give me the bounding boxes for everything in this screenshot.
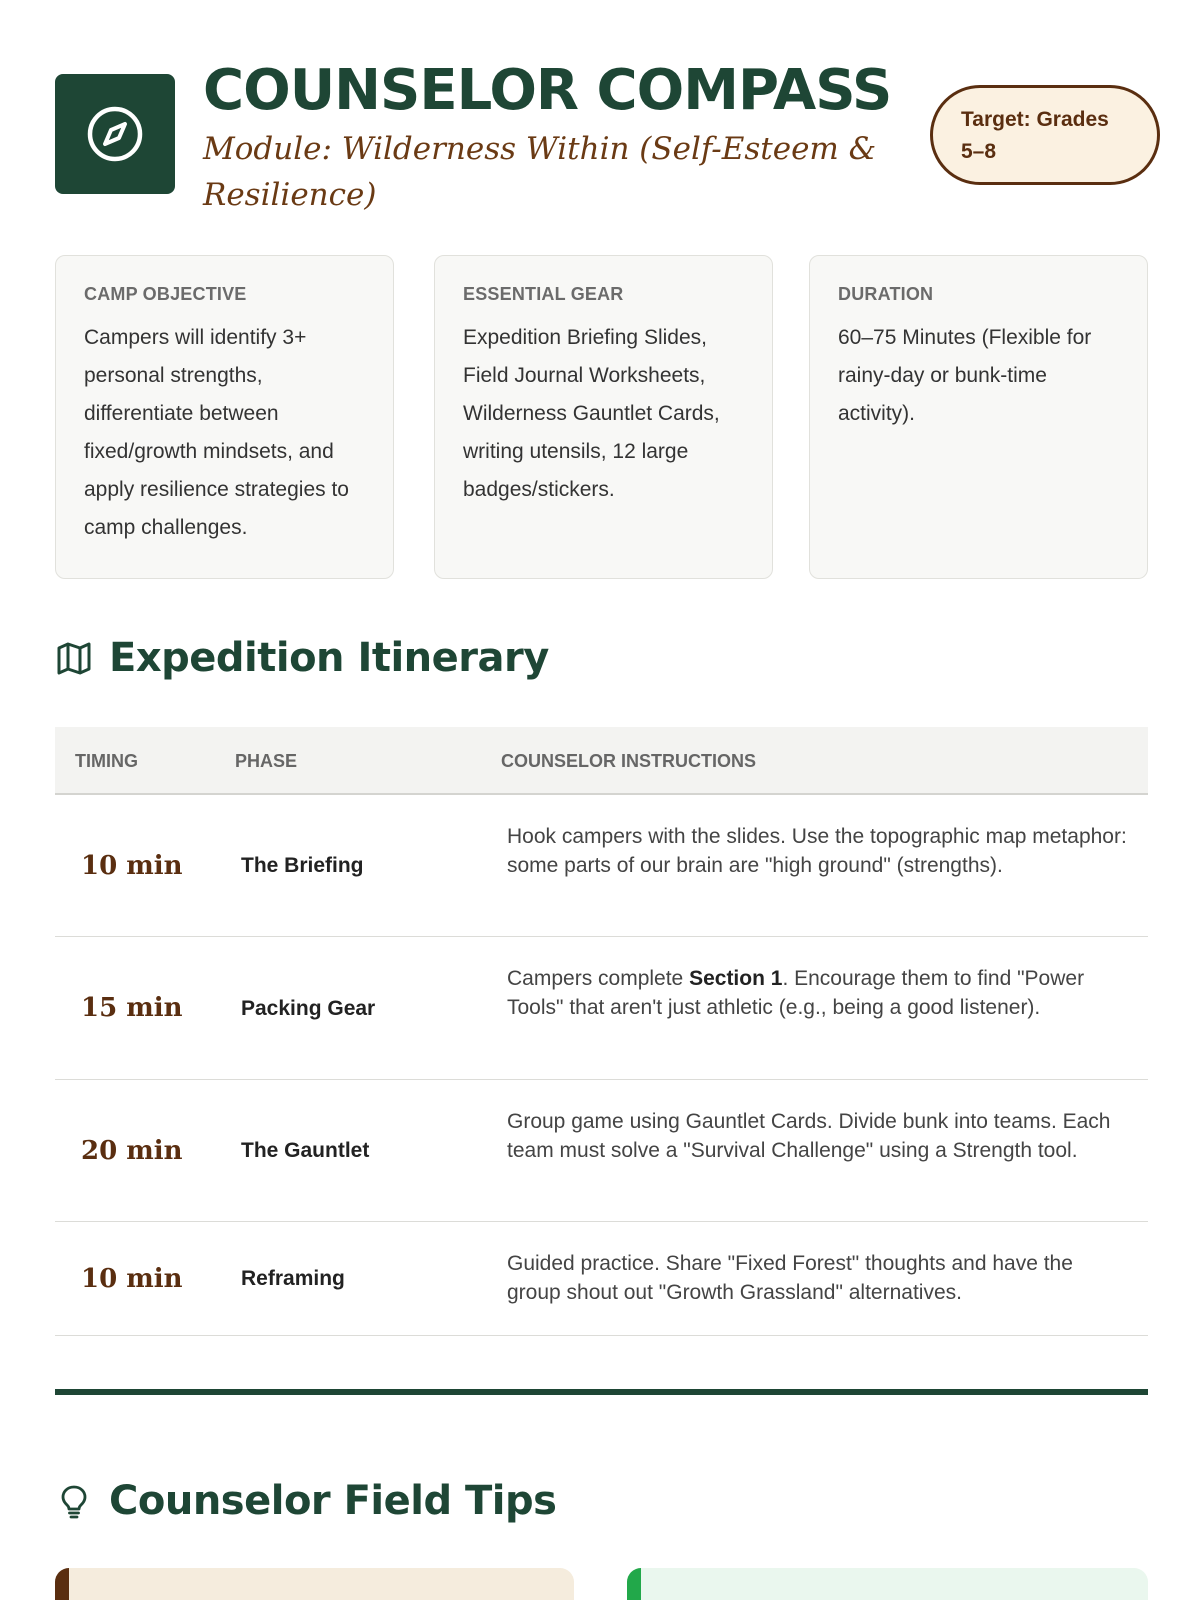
tips-heading [55, 1476, 556, 1526]
map-icon [55, 639, 93, 677]
table-header [55, 727, 1148, 795]
row-instructions [507, 964, 1127, 1022]
module-subtitle: Module: Wilderness Within (Self-Esteem & Resilience) [203, 131, 877, 213]
row-timing: 10 min [81, 851, 183, 881]
card-label: DURATION [838, 284, 934, 304]
card-text: Expedition Briefing Slides, Field Journal Worksheets, Wilderness Gauntlet Cards, writing utensils, 12 large badges/stickers. [463, 326, 720, 501]
row-phase: The Briefing [241, 854, 364, 877]
card-text: Campers will identify 3+ personal strengths, differentiate between fixed/growth mindsets, and apply resilience strategies to camp challenges. [84, 326, 349, 539]
compass-icon [85, 104, 145, 164]
itinerary-heading [55, 633, 549, 683]
row-phase: Packing Gear [241, 997, 376, 1020]
row-phase: The Gauntlet [241, 1139, 370, 1162]
column-header-phase: PHASE [235, 751, 298, 771]
instructions-emphasis: Section 1 [689, 967, 783, 990]
row-timing: 15 min [81, 993, 183, 1023]
app-logo [55, 74, 175, 194]
table-row [55, 937, 1148, 1080]
tip-card [55, 1568, 574, 1600]
tip-card [627, 1568, 1148, 1600]
instructions-text: Campers complete [507, 967, 690, 990]
row-timing: 10 min [81, 1264, 183, 1294]
itinerary-table [55, 727, 1148, 1336]
objective-card [55, 255, 394, 579]
card-label: ESSENTIAL GEAR [463, 284, 624, 304]
card-text: 60–75 Minutes (Flexible for rainy-day or bunk-time activity). [838, 326, 1092, 425]
column-header-instructions: COUNSELOR INSTRUCTIONS [501, 751, 757, 771]
info-cards [55, 255, 1148, 579]
instructions-text: . Encourage them to find "Power Tools" that aren't just athletic (e.g., being a good listener). [507, 967, 1085, 1019]
header [55, 60, 1160, 220]
gear-card [434, 255, 773, 579]
grade-badge: Target: Grades 5–8 [930, 85, 1160, 185]
row-timing: 20 min [81, 1136, 183, 1166]
duration-card [809, 255, 1148, 579]
page-title: COUNSELOR COMPASS [203, 58, 892, 123]
row-instructions: Guided practice. Share "Fixed Forest" thoughts and have the group shout out "Growth Grassland" alternatives. [507, 1252, 1073, 1304]
section-title: Expedition Itinerary [109, 635, 549, 681]
table-row [55, 1222, 1148, 1336]
row-phase: Reframing [241, 1267, 345, 1290]
row-instructions: Group game using Gauntlet Cards. Divide bunk into teams. Each team must solve a "Survival Challenge" using a Strength tool. [507, 1110, 1111, 1162]
card-label: CAMP OBJECTIVE [84, 284, 247, 304]
table-row [55, 795, 1148, 937]
lightbulb-icon [55, 1482, 93, 1520]
table-row [55, 1080, 1148, 1222]
section-divider [55, 1389, 1148, 1395]
row-instructions: Hook campers with the slides. Use the topographic map metaphor: some parts of our brain are "high ground" (strengths). [507, 825, 1127, 877]
column-header-timing: TIMING [75, 751, 138, 771]
section-title: Counselor Field Tips [109, 1478, 557, 1524]
